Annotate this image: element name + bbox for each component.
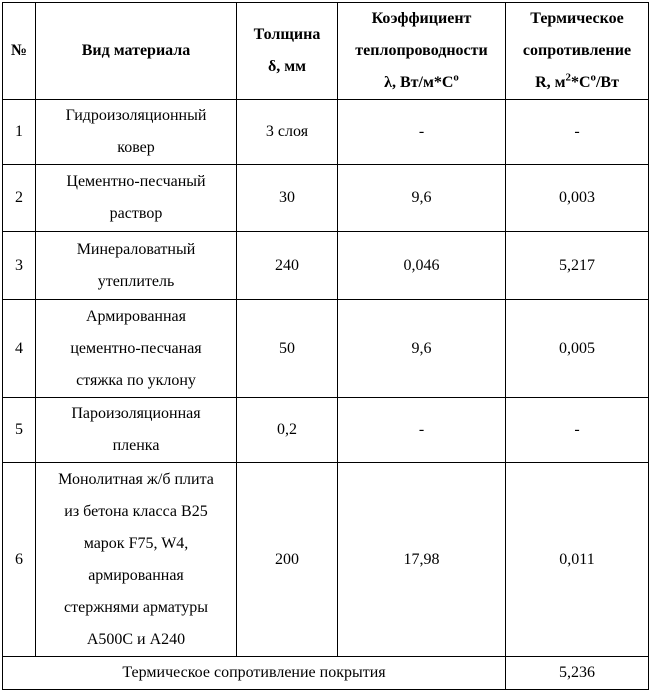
conductivity-cell: 0,046 xyxy=(338,232,506,300)
materials-table xyxy=(2,2,649,690)
footer-label-cell: Термическое сопротивление покрытия xyxy=(3,657,506,690)
thickness-cell: 3 слоя xyxy=(237,100,338,165)
conductivity-cell: 9,6 xyxy=(338,300,506,398)
conductivity-cell: - xyxy=(338,100,506,165)
header-resistance-line2: сопротивление xyxy=(522,42,632,59)
material-cell: Монолитная ж/б плита из бетона класса В25 марок F75, W4, армированная стержнями арматуры А500С и А240 xyxy=(36,463,237,657)
header-resistance-line1: Термическое xyxy=(530,10,624,27)
row-number-cell: 5 xyxy=(3,398,36,463)
row-number-cell: 6 xyxy=(3,463,36,657)
row-number-cell: 2 xyxy=(3,165,36,232)
row-number-cell: 1 xyxy=(3,100,36,165)
resistance-cell: - xyxy=(506,100,649,165)
resistance-cell: 0,005 xyxy=(506,300,649,398)
material-cell: Пароизоляционная пленка xyxy=(36,398,237,463)
row-number-cell: 3 xyxy=(3,232,36,300)
degree-superscript: о xyxy=(590,71,596,84)
material-cell: Цементно-песчаный раствор xyxy=(36,165,237,232)
row-number-cell: 4 xyxy=(3,300,36,398)
material-cell: Минераловатный утеплитель xyxy=(36,232,237,300)
conductivity-cell: 9,6 xyxy=(338,165,506,232)
table-row xyxy=(3,232,649,300)
footer-row xyxy=(3,657,649,690)
header-thickness-line1: Толщина xyxy=(253,26,321,43)
material-cell: Гидроизоляционный ковер xyxy=(36,100,237,165)
header-resistance-formula: R, $м^2*С^о/Вт$ xyxy=(535,71,619,91)
resistance-cell: 0,003 xyxy=(506,165,649,232)
header-material: Вид материала xyxy=(36,3,237,100)
thickness-cell: 30 xyxy=(237,165,338,232)
table-row xyxy=(3,165,649,232)
material-cell: Армированная цементно-песчаная стяжка по уклону xyxy=(36,300,237,398)
header-row xyxy=(3,3,649,100)
degree-superscript: о xyxy=(453,71,459,84)
thickness-cell: 50 xyxy=(237,300,338,398)
header-conductivity-formula: λ, $Вт/м*С^о$ xyxy=(384,71,459,91)
conductivity-cell: 17,98 xyxy=(338,463,506,657)
header-conductivity-line2: теплопроводности xyxy=(355,42,488,59)
conductivity-cell: - xyxy=(338,398,506,463)
header-thickness-line2: δ, мм xyxy=(267,58,307,75)
squared-superscript: 2 xyxy=(565,71,571,84)
resistance-cell: 5,217 xyxy=(506,232,649,300)
thickness-cell: 0,2 xyxy=(237,398,338,463)
table-row xyxy=(3,300,649,398)
thickness-cell: 240 xyxy=(237,232,338,300)
table-row xyxy=(3,463,649,657)
resistance-cell: 0,011 xyxy=(506,463,649,657)
header-conductivity-line1: Коэффициент xyxy=(371,10,472,27)
header-num: № xyxy=(3,3,36,100)
header-conductivity xyxy=(338,3,506,100)
thickness-cell: 200 xyxy=(237,463,338,657)
header-resistance xyxy=(506,3,649,100)
footer-value-cell: 5,236 xyxy=(506,657,649,690)
table-row xyxy=(3,398,649,463)
resistance-cell: - xyxy=(506,398,649,463)
header-thickness xyxy=(237,3,338,100)
table-row xyxy=(3,100,649,165)
